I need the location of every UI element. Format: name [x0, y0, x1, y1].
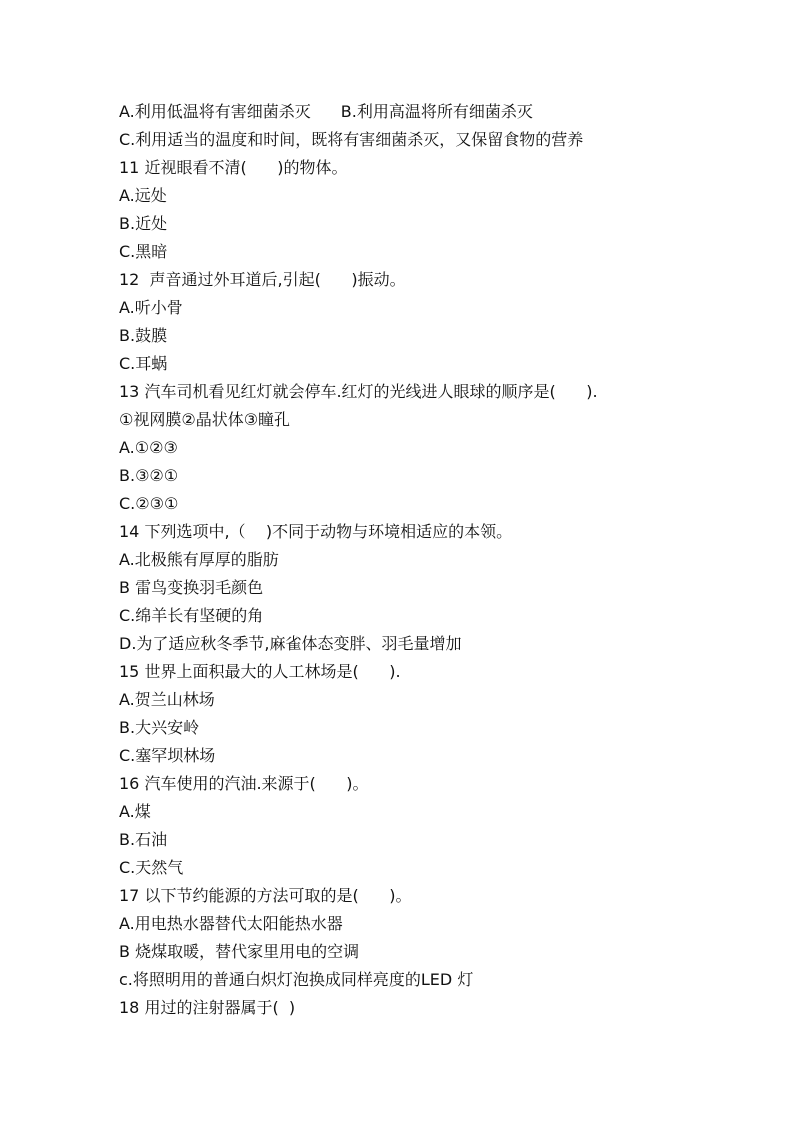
q14-stem: 14 下列选项中,（ )不同于动物与环境相适应的本领。 [119, 522, 513, 541]
q17-option-c: c.将照明用的普通白炽灯泡换成同样亮度的LED 灯 [119, 970, 474, 989]
q17-stem: 17 以下节约能源的方法可取的是( )。 [119, 886, 412, 905]
q11-option-b: B.近处 [119, 214, 168, 233]
q13-option-a: A.①②③ [119, 438, 178, 457]
question-list [119, 98, 679, 1022]
q13-option-c: C.②③① [119, 494, 179, 513]
q17-option-a: A.用电热水器替代太阳能热水器 [119, 914, 343, 933]
q13-items: ①视网膜②晶状体③瞳孔 [119, 410, 291, 429]
q16-option-b: B.石油 [119, 830, 168, 849]
q10-options-ab [119, 98, 679, 126]
q11-option-a: A.远处 [119, 186, 167, 205]
q15-option-c: C.塞罕坝林场 [119, 746, 216, 765]
q14-option-b: B 雷鸟变换羽毛颜色 [119, 578, 264, 597]
q15-stem: 15 世界上面积最大的人工林场是( ). [119, 662, 401, 681]
q16-option-c: C.天然气 [119, 858, 184, 877]
q15-option-b: B.大兴安岭 [119, 718, 200, 737]
q12-stem: 12 声音通过外耳道后,引起( )振动。 [119, 270, 406, 289]
q10-option-c: C.利用适当的温度和时间，既将有害细菌杀灭，又保留食物的营养 [119, 130, 584, 149]
q18-stem: 18 用过的注射器属于( ) [119, 998, 296, 1017]
q11-option-c: C.黑暗 [119, 242, 168, 261]
q15-option-a: A.贺兰山林场 [119, 690, 215, 709]
q16-stem: 16 汽车使用的汽油.来源于( )。 [119, 774, 369, 793]
q14-option-a: A.北极熊有厚厚的脂肪 [119, 550, 279, 569]
q14-option-c: C.绵羊长有坚硬的角 [119, 606, 264, 625]
q14-option-d: D.为了适应秋冬季节,麻雀体态变胖、羽毛量增加 [119, 634, 462, 653]
q13-option-b: B.③②① [119, 466, 179, 485]
q10-option-b: B.利用高温将所有细菌杀灭 [340, 102, 533, 121]
q12-option-c: C.耳蜗 [119, 354, 168, 373]
q13-stem: 13 汽车司机看见红灯就会停车.红灯的光线进人眼球的顺序是( ). [119, 382, 598, 401]
q12-option-a: A.听小骨 [119, 298, 183, 317]
q11-stem: 11 近视眼看不清( )的物体。 [119, 158, 348, 177]
q10-option-a: A.利用低温将有害细菌杀灭 [119, 102, 311, 121]
q12-option-b: B.鼓膜 [119, 326, 168, 345]
q17-option-b: B 烧煤取暖，替代家里用电的空调 [119, 942, 360, 961]
q16-option-a: A.煤 [119, 802, 151, 821]
